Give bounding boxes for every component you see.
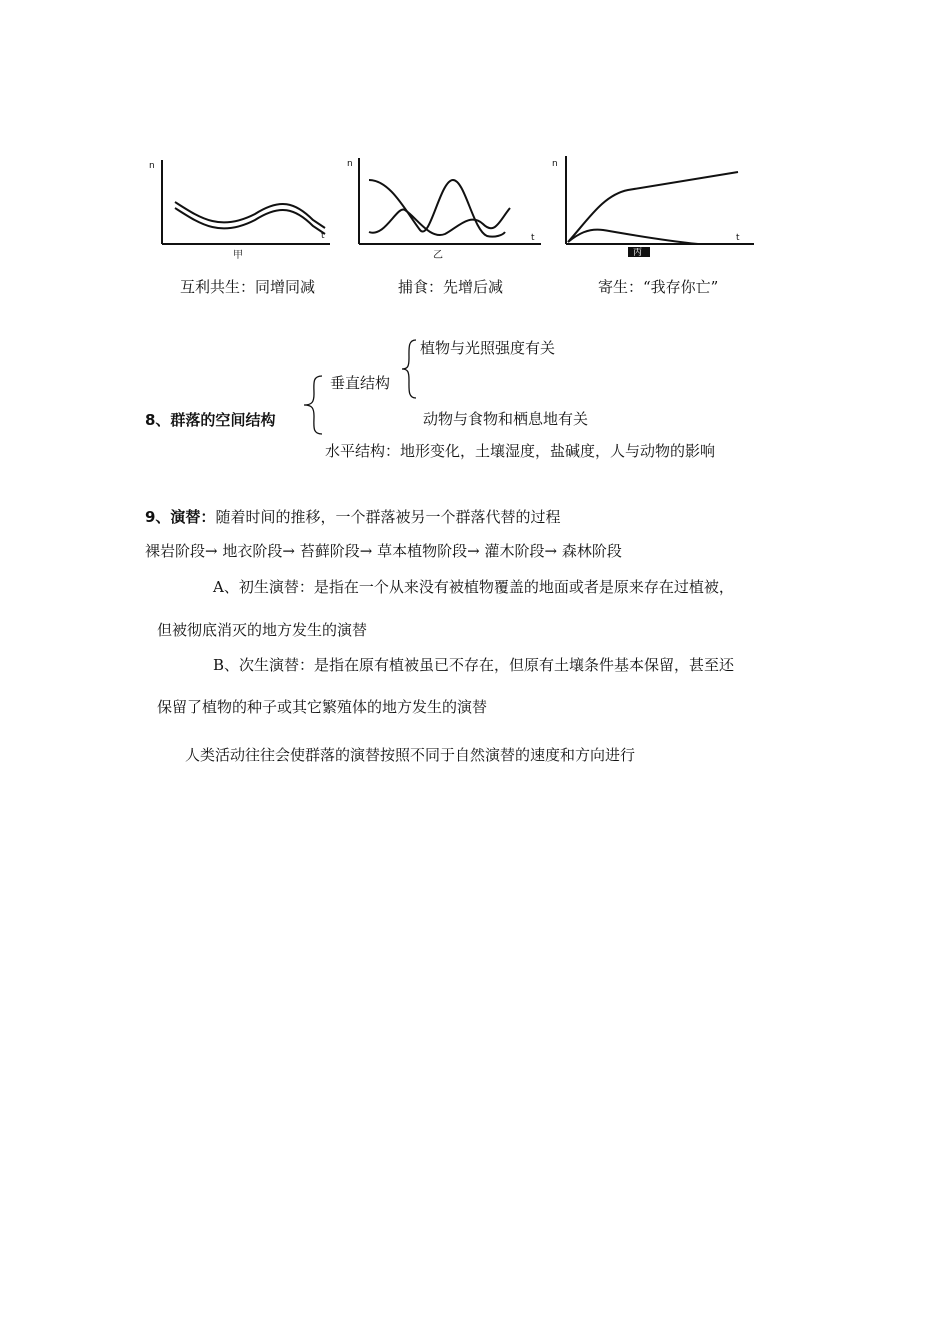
section9-definition: 随着时间的推移，一个群落被另一个群落代替的过程 — [215, 508, 561, 526]
primary-succession-line2: 但被彻底消灭的地方发生的演替 — [157, 621, 368, 639]
graph-predation-svg — [345, 150, 545, 265]
secondary-succession-line2: 保留了植物的种子或其它繁殖体的地方发生的演替 — [157, 698, 488, 716]
brace-vertical-icon — [398, 336, 422, 402]
primary-succession-line1: A、初生演替：是指在一个从来没有被植物覆盖的地面或者是原来存在过植被， — [213, 578, 734, 596]
graph-mutualism-label: 甲 — [233, 250, 243, 261]
section8-title: 8、群落的空间结构 — [145, 411, 276, 429]
succession-stages — [145, 541, 622, 561]
graph-parasitism — [548, 150, 758, 265]
arrow-icon: → — [205, 542, 218, 560]
graph-predation-label: 乙 — [433, 250, 443, 261]
graph-predation-x-label: t — [531, 233, 535, 243]
caption-predation: 捕食：先增后减 — [398, 278, 504, 296]
arrow-icon: → — [359, 542, 373, 560]
arrow-icon: → — [544, 542, 558, 560]
human-activity-note: 人类活动往往会使群落的演替按照不同于自然演替的速度和方向进行 — [185, 746, 636, 764]
graph-mutualism — [145, 150, 335, 265]
arrow-icon: → — [467, 542, 480, 560]
stage-shrub: 灌木阶段 — [484, 542, 545, 560]
stage-forest: 森林阶段 — [561, 542, 622, 560]
secondary-succession-line1: B、次生演替：是指在原有植被虽已不存在，但原有土壤条件基本保留，甚至还 — [213, 656, 735, 674]
graph-mutualism-svg — [145, 150, 335, 265]
stage-bare-rock: 裸岩阶段 — [145, 542, 206, 560]
horizontal-structure: 水平结构：地形变化，土壤湿度，盐碱度，人与动物的影响 — [325, 442, 716, 460]
stage-moss: 苔藓阶段 — [299, 542, 360, 560]
caption-parasitism: 寄生：“我存你亡” — [598, 278, 719, 296]
graph-mutualism-x-label: t — [321, 231, 325, 241]
arrow-icon: → — [282, 542, 295, 560]
caption-mutualism: 互利共生：同增同减 — [180, 278, 316, 296]
graph-predation — [345, 150, 545, 265]
graph-mutualism-y-label: n — [149, 161, 155, 171]
stage-herb: 草本植物阶段 — [377, 542, 468, 560]
graph-parasitism-x-label: t — [736, 233, 740, 243]
graph-parasitism-label: 丙 — [633, 248, 643, 258]
brace-main-icon — [300, 372, 330, 438]
graph-parasitism-svg — [548, 150, 758, 265]
vertical-structure: 垂直结构 — [330, 374, 391, 392]
section9-header — [145, 507, 560, 527]
graph-predation-y-label: n — [347, 159, 353, 169]
section9-title: 9、演替： — [145, 508, 216, 526]
stage-lichen: 地衣阶段 — [222, 542, 283, 560]
vertical-animal: 动物与食物和栖息地有关 — [423, 410, 589, 428]
graph-parasitism-y-label: n — [552, 159, 558, 169]
vertical-plant: 植物与光照强度有关 — [420, 339, 556, 357]
